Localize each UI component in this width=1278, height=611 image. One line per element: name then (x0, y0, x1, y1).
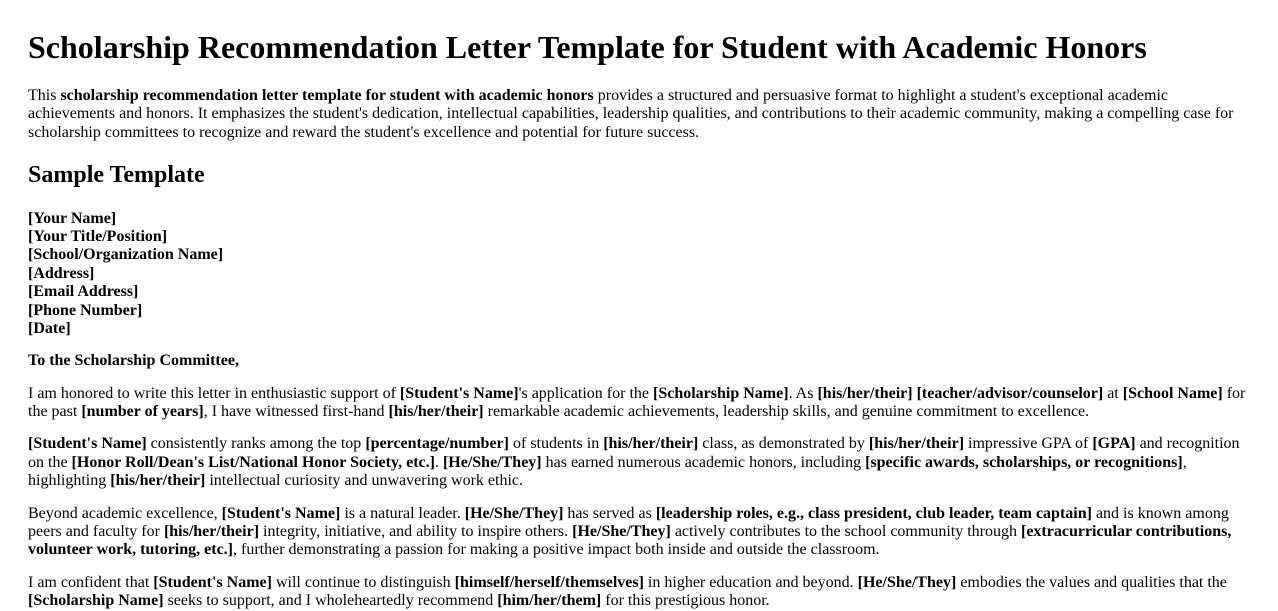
letter-header-block: [Your Name] [Your Title/Position] [School/Organization Name] [Address] [Email Address] [Phone Number] [Date] (28, 209, 224, 337)
letter-paragraph-4: I am confident that [Student's Name] will continue to distinguish [himself/herself/themselves] in higher education and beyond. [He/She/They] embodies the values and qualities that the [Scholarship Name] seeks to support, and I wholeheartedly recommend [him/her/them] for this prestigious honor. (28, 573, 1227, 610)
section-heading-sample-template: Sample Template (28, 161, 205, 188)
letter-paragraph-2: [Student's Name] consistently ranks among the top [percentage/number] of students in [his/her/their] class, as demonstrated by [his/her/their] impressive GPA of [GPA] and recognition on the [Honor Roll/Dean's List/National Honor Society, etc.]. [He/She/They] has earned numerous academic honors, including [specific awards, scholarships, or recognitions], highlighting [his/her/their] intellectual curiosity and unwavering work ethic. (28, 435, 1240, 490)
letter-paragraph-3: Beyond academic excellence, [Student's Name] is a natural leader. [He/She/They] has served as [leadership roles, e.g., class president, club leader, team captain] and is known among peers and faculty for [his/her/their] integrity, initiative, and ability to inspire others. [He/She/They] actively contributes to the school community through [extracurricular contributions, volunteer work, tutoring, etc.], further demonstrating a passion for making a positive impact both inside and outside the classroom. (28, 504, 1232, 559)
page-title: Scholarship Recommendation Letter Template for Student with Academic Honors (28, 29, 1147, 65)
salutation (28, 352, 1250, 370)
letter-paragraph-1: I am honored to write this letter in enthusiastic support of [Student's Name]'s application for the [Scholarship Name]. As [his/her/their] [teacher/advisor/counselor] at [School Name] for the past [number of years], I have witnessed first-hand [his/her/their] remarkable academic achievements, leadership skills, and genuine commitment to excellence. (28, 384, 1246, 421)
intro-paragraph: This scholarship recommendation letter template for student with academic honors provides a structured and persuasive format to highlight a student's exceptional academic achievements and honors. It emphasizes the student's dedication, intellectual capabilities, leadership qualities, and contributions to their academic community, making a compelling case for scholarship committees to recognize and reward the student's excellence and potential for future success. (28, 86, 1234, 141)
salutation-text: To the Scholarship Committee, (28, 352, 239, 370)
